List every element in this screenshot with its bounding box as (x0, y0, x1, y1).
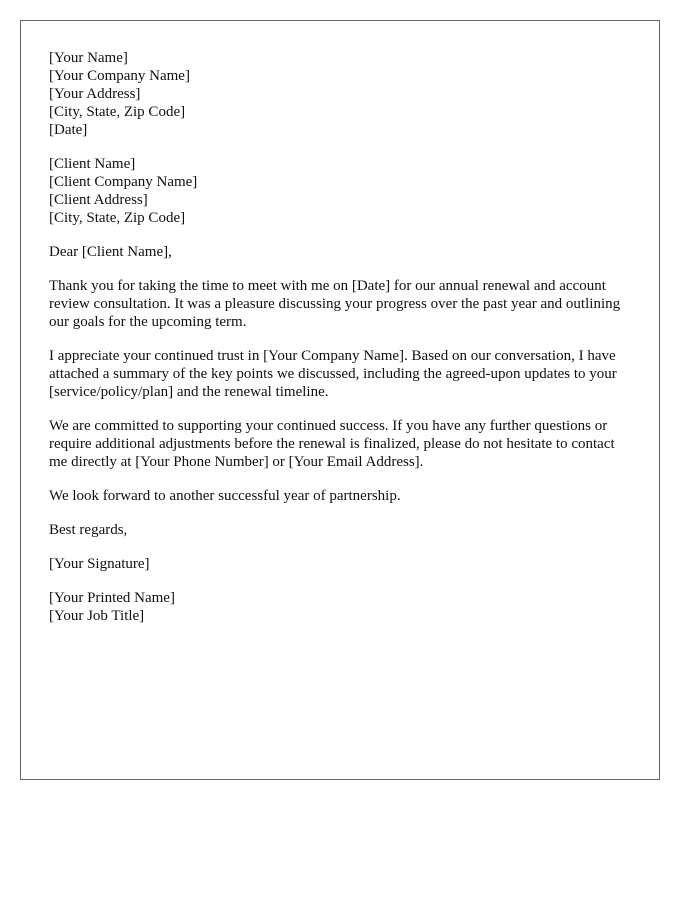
sender-name: [Your Name] (49, 50, 128, 66)
body-paragraph: We look forward to another successful year of partnership. (49, 488, 401, 504)
body-paragraph: We are committed to supporting your continued success. If you have any further questions or require additional adjustments before the renewal is finalized, please do not hesitate to contact me directly at [Your Phone Number] or [Your Email Address]. (49, 418, 615, 470)
body-paragraph: Thank you for taking the time to meet with me on [Date] for our annual renewal and account review consultation. It was a pleasure discussing your progress over the past year and outlining our goals for the upcoming term. (49, 278, 621, 330)
letter-content (49, 49, 635, 641)
salutation: Dear [Client Name], (49, 244, 172, 260)
body-paragraph: I appreciate your continued trust in [Your Company Name]. Based on our conversation, I have attached a summary of the key points we discussed, including the agreed-upon updates to your [service/policy/plan] and the renewal timeline. (49, 348, 617, 400)
recipient-name: [Client Name] (49, 156, 136, 172)
letter-date: [Date] (49, 122, 88, 138)
sender-company: [Your Company Name] (49, 68, 190, 84)
letter-page (20, 20, 660, 780)
sender-address: [Your Address] (49, 86, 141, 102)
recipient-block (49, 155, 635, 227)
sender-block (49, 49, 635, 139)
recipient-company: [Client Company Name] (49, 174, 198, 190)
recipient-city-state-zip: [City, State, Zip Code] (49, 210, 186, 226)
closing: Best regards, (49, 522, 128, 538)
recipient-address: [Client Address] (49, 192, 148, 208)
sender-city-state-zip: [City, State, Zip Code] (49, 104, 186, 120)
signature: [Your Signature] (49, 556, 150, 572)
signoff-block (49, 589, 635, 625)
job-title: [Your Job Title] (49, 608, 145, 624)
printed-name: [Your Printed Name] (49, 590, 175, 606)
